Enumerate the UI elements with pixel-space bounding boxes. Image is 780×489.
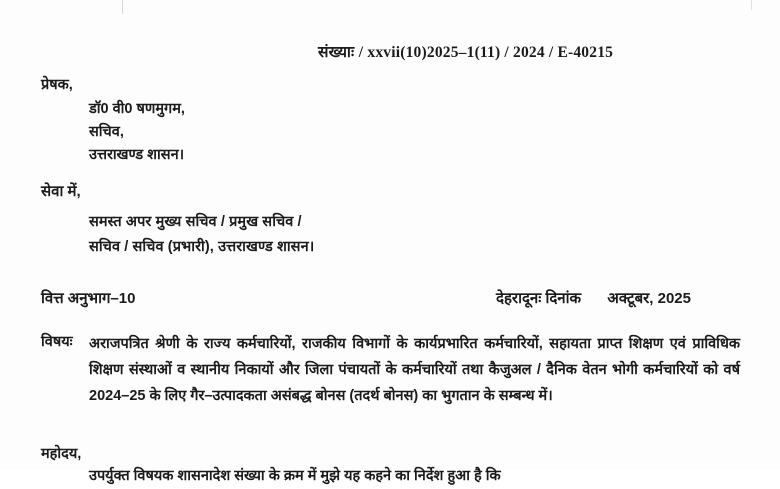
to-line: समस्त अपर मुख्य सचिव / प्रमुख सचिव / (89, 214, 302, 230)
reference-line (318, 40, 613, 62)
to-label: सेवा में, (41, 183, 81, 200)
date-label: दिनांक (545, 290, 582, 307)
from-block (89, 98, 185, 167)
from-line: डॉ0 वी0 षणमुगम, (89, 101, 185, 117)
from-label: प्रेषक, (41, 77, 73, 93)
from-line: उत्तराखण्ड शासन। (89, 147, 185, 163)
date-value: अक्टूबर, 2025 (607, 290, 691, 307)
subject-label: विषयः (41, 334, 73, 350)
from-line: सचिव, (89, 124, 124, 140)
reference-label: संख्याः (318, 44, 355, 61)
section-label: वित्त अनुभाग–10 (41, 290, 136, 307)
salutation: महोदय, (41, 446, 82, 462)
place-label: देहरादूनः (496, 290, 542, 307)
to-block (89, 210, 314, 260)
body-first-line: उपर्युक्त विषयक शासनादेश संख्या के क्रम में मुझे यह कहने का निर्देश हुआ है कि (89, 468, 501, 484)
to-line: सचिव / सचिव (प्रभारी), उत्तराखण्ड शासन। (89, 239, 315, 255)
subject-text: अराजपत्रित श्रेणी के राज्य कर्मचारियों, राजकीय विभागों के कार्यप्रभारित कर्मचारियों, सहायता प्राप्त शिक्षण एवं प्राविधिक शिक्षण संस्थाओं व स्थानीय निकायों और जिला पंचायतों के कर्मचारियों तथा कैजुअल / दैनिक वेतन भोगी कर्मचारियों को वर्ष 2024–25 के लिए गैर–उत्पादकता असंबद्ध बोनस (तदर्थ बोनस) का भुगतान के सम्बन्ध में। (89, 336, 740, 404)
place-date-line (496, 288, 691, 308)
reference-number: / xxvii(10)2025–1(11) / 2024 / E-40215 (358, 44, 614, 61)
